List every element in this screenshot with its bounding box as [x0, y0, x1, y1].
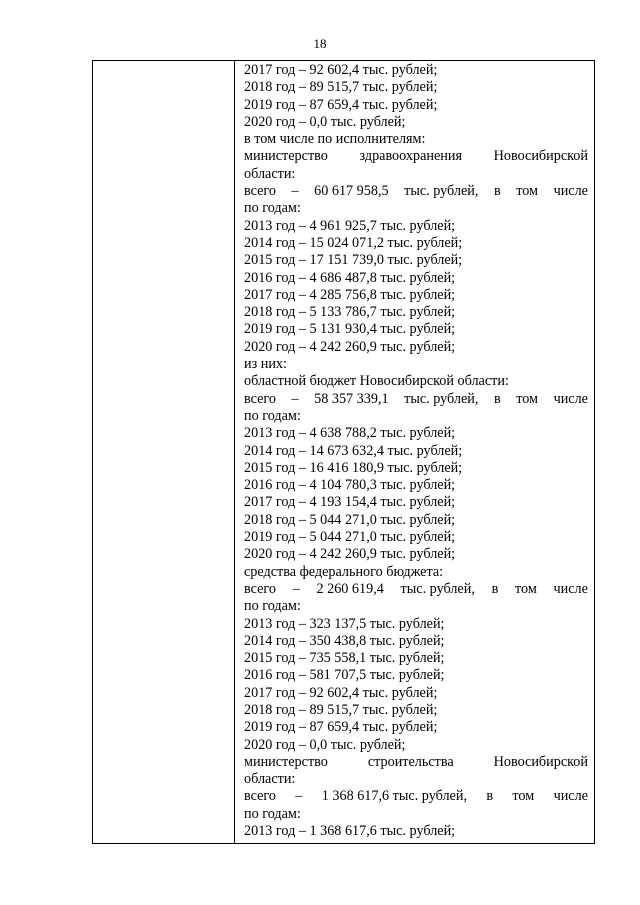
text-line [244, 218, 588, 235]
text-fragment: 2013 год – 4 638 788,2 тыс. рублей; [244, 425, 456, 442]
text-line [244, 252, 588, 269]
text-line [244, 529, 588, 546]
text-fragment: 2014 год – 14 673 632,4 тыс. рублей; [244, 442, 463, 459]
text-fragment: в [491, 580, 499, 597]
text-fragment: числе [553, 183, 588, 200]
text-fragment: всего [244, 183, 276, 200]
text-fragment: том [514, 580, 537, 597]
text-fragment: 2 260 619,4 [316, 580, 384, 597]
text-fragment: здравоохранения [359, 148, 462, 165]
text-fragment: Новосибирской [493, 148, 588, 165]
text-fragment: тыс. рублей, [404, 183, 479, 200]
text-fragment: в [486, 788, 494, 805]
text-fragment: 2020 год – 4 242 260,9 тыс. рублей; [244, 546, 456, 563]
text-fragment: 2018 год – 5 133 786,7 тыс. рублей; [244, 304, 456, 321]
text-line [244, 650, 588, 667]
text-line [244, 633, 588, 650]
text-fragment: в том числе по исполнителям: [244, 131, 426, 148]
text-fragment: из них: [244, 356, 287, 373]
text-fragment: 2016 год – 581 707,5 тыс. рублей; [244, 667, 445, 684]
text-fragment: 2020 год – 4 242 260,9 тыс. рублей; [244, 338, 456, 355]
text-fragment: том [512, 788, 535, 805]
text-line [244, 771, 588, 788]
text-fragment: всего [244, 580, 276, 597]
text-fragment: том [516, 390, 539, 407]
text-line [244, 131, 588, 148]
text-fragment: по годам: [244, 598, 301, 615]
text-line [244, 287, 588, 304]
text-fragment: строительства [367, 753, 454, 770]
text-line [244, 356, 588, 373]
text-fragment: 2013 год – 323 137,5 тыс. рублей; [244, 615, 445, 632]
text-line [244, 512, 588, 529]
funding-text-cell [244, 62, 588, 840]
text-line [244, 200, 588, 217]
text-fragment: области: [244, 165, 296, 182]
text-fragment: – [292, 580, 300, 597]
text-line [244, 702, 588, 719]
text-fragment: 2017 год – 92 602,4 тыс. рублей; [244, 684, 438, 701]
text-fragment: 2019 год – 87 659,4 тыс. рублей; [244, 96, 438, 113]
text-fragment: 2020 год – 0,0 тыс. рублей; [244, 113, 406, 130]
text-fragment: 2015 год – 16 416 180,9 тыс. рублей; [244, 459, 463, 476]
text-fragment: 1 368 617,6 тыс. рублей, [321, 788, 467, 805]
text-line [244, 408, 588, 425]
text-line [244, 79, 588, 96]
text-fragment: том [516, 183, 539, 200]
text-fragment: – [291, 183, 299, 200]
text-fragment: Новосибирской [493, 753, 588, 770]
text-fragment: 2019 год – 5 131 930,4 тыс. рублей; [244, 321, 456, 338]
text-fragment: по годам: [244, 805, 301, 822]
text-line [244, 97, 588, 114]
text-line [244, 616, 588, 633]
text-line [244, 373, 588, 390]
text-line [244, 788, 588, 805]
text-line [244, 304, 588, 321]
text-line [244, 183, 588, 200]
text-fragment: министерство [244, 753, 328, 770]
text-fragment: 2017 год – 92 602,4 тыс. рублей; [244, 62, 438, 78]
document-table [92, 60, 595, 844]
text-line [244, 806, 588, 823]
text-fragment: 60 617 958,5 [314, 183, 389, 200]
text-line [244, 581, 588, 598]
text-fragment: всего [244, 788, 276, 805]
text-fragment: 2016 год – 4 686 487,8 тыс. рублей; [244, 269, 456, 286]
text-line [244, 235, 588, 252]
text-line [244, 166, 588, 183]
page-number: 18 [313, 36, 327, 51]
text-line [244, 339, 588, 356]
text-fragment: 2016 год – 4 104 780,3 тыс. рублей; [244, 477, 456, 494]
text-line [244, 719, 588, 736]
text-line [244, 425, 588, 442]
text-fragment: 2014 год – 15 024 071,2 тыс. рублей; [244, 234, 463, 251]
text-fragment: 58 357 339,1 [314, 390, 389, 407]
text-fragment: 2013 год – 1 368 617,6 тыс. рублей; [244, 823, 456, 840]
text-fragment: числе [553, 788, 588, 805]
text-fragment: в [493, 183, 501, 200]
text-line [244, 391, 588, 408]
text-fragment: 2014 год – 350 438,8 тыс. рублей; [244, 632, 445, 649]
text-line [244, 62, 588, 79]
text-fragment: области: [244, 771, 296, 788]
column-divider [234, 61, 235, 843]
text-fragment: по годам: [244, 200, 301, 217]
text-fragment: тыс. рублей, [400, 580, 475, 597]
text-fragment: министерство [244, 148, 328, 165]
text-fragment: 2013 год – 4 961 925,7 тыс. рублей; [244, 217, 456, 234]
text-fragment: 2017 год – 4 193 154,4 тыс. рублей; [244, 494, 456, 511]
text-fragment: 2018 год – 89 515,7 тыс. рублей; [244, 701, 438, 718]
text-fragment: средства федерального бюджета: [244, 563, 444, 580]
text-line [244, 754, 588, 771]
text-line [244, 737, 588, 754]
text-fragment: 2015 год – 17 151 739,0 тыс. рублей; [244, 252, 463, 269]
text-line [244, 598, 588, 615]
text-line [244, 685, 588, 702]
text-line [244, 443, 588, 460]
text-fragment: 2018 год – 5 044 271,0 тыс. рублей; [244, 511, 456, 528]
text-line [244, 148, 588, 165]
text-fragment: 2017 год – 4 285 756,8 тыс. рублей; [244, 286, 456, 303]
text-line [244, 321, 588, 338]
text-line [244, 667, 588, 684]
text-fragment: в [493, 390, 501, 407]
text-fragment: – [291, 390, 299, 407]
text-line [244, 460, 588, 477]
text-line [244, 823, 588, 840]
text-fragment: числе [553, 390, 588, 407]
text-fragment: – [295, 788, 303, 805]
text-fragment: 2018 год – 89 515,7 тыс. рублей; [244, 79, 438, 96]
text-line [244, 114, 588, 131]
text-fragment: тыс. рублей, [404, 390, 479, 407]
text-line [244, 494, 588, 511]
text-fragment: 2019 год – 5 044 271,0 тыс. рублей; [244, 529, 456, 546]
text-fragment: 2015 год – 735 558,1 тыс. рублей; [244, 650, 445, 667]
text-fragment: 2019 год – 87 659,4 тыс. рублей; [244, 719, 438, 736]
text-line [244, 546, 588, 563]
text-fragment: всего [244, 390, 276, 407]
text-line [244, 477, 588, 494]
text-fragment: числе [553, 580, 588, 597]
text-fragment: областной бюджет Новосибирской области: [244, 373, 509, 390]
text-line [244, 564, 588, 581]
text-line [244, 270, 588, 287]
text-fragment: по годам: [244, 407, 301, 424]
text-fragment: 2020 год – 0,0 тыс. рублей; [244, 736, 406, 753]
